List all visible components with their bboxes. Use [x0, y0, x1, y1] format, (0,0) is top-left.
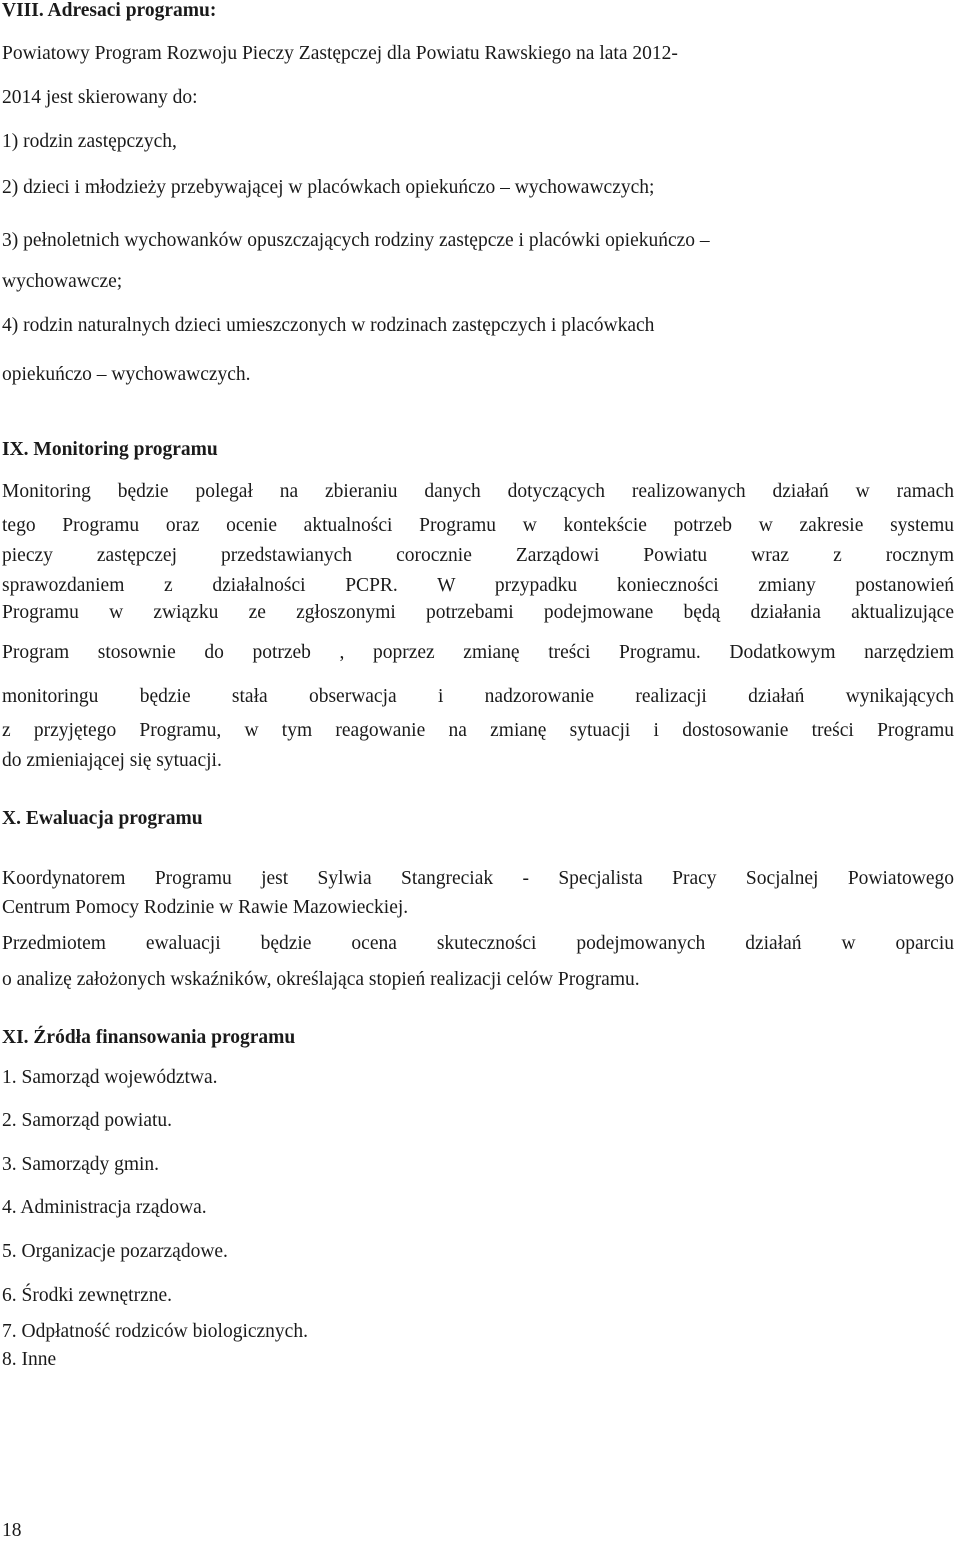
- section-ix-line: Program stosownie do potrzeb , poprzez zmianę treści Programu. Dodatkowym narzędziem: [2, 642, 954, 663]
- section-ix-line: do zmieniającej się sytuacji.: [2, 750, 222, 771]
- section-viii-line: 4) rodzin naturalnych dzieci umieszczonych w rodzinach zastępczych i placówkach: [2, 315, 655, 336]
- section-ix-line: Programu w związku ze zgłoszonymi potrzebami podejmowane będą działania aktualizujące: [2, 602, 954, 623]
- section-ix-line: Monitoring będzie polegał na zbieraniu danych dotyczących realizowanych działań w ramach: [2, 481, 954, 502]
- section-x-line: Koordynatorem Programu jest Sylwia Stangreciak - Specjalista Pracy Socjalnej Powiatowego: [2, 868, 954, 889]
- funding-source-item: 2. Samorząd powiatu.: [2, 1110, 173, 1131]
- funding-source-item: 6. Środki zewnętrzne.: [2, 1285, 173, 1306]
- funding-source-item: 5. Organizacje pozarządowe.: [2, 1241, 228, 1262]
- section-ix-line: tego Programu oraz ocenie aktualności Programu w kontekście potrzeb w zakresie systemu: [2, 515, 954, 536]
- section-ix-line: pieczy zastępczej przedstawianych corocznie Zarządowi Powiatu wraz z rocznym: [2, 545, 954, 566]
- section-viii-heading: VIII. Adresaci programu:: [2, 0, 217, 21]
- funding-source-item: 3. Samorządy gmin.: [2, 1154, 160, 1175]
- section-x-heading: X. Ewaluacja programu: [2, 808, 203, 829]
- section-viii-line: Powiatowy Program Rozwoju Pieczy Zastępczej dla Powiatu Rawskiego na lata 2012-: [2, 43, 678, 64]
- funding-source-item: 1. Samorząd województwa.: [2, 1067, 218, 1088]
- section-viii-line: 2) dzieci i młodzieży przebywającej w placówkach opiekuńczo – wychowawczych;: [2, 177, 655, 198]
- section-x-line: Centrum Pomocy Rodzinie w Rawie Mazowieckiej.: [2, 897, 409, 918]
- section-viii-line: opiekuńczo – wychowawczych.: [2, 364, 251, 385]
- page-number: 18: [2, 1520, 22, 1541]
- section-ix-line: sprawozdaniem z działalności PCPR. W przypadku konieczności zmiany postanowień: [2, 575, 954, 596]
- section-x-line: o analizę założonych wskaźników, określająca stopień realizacji celów Programu.: [2, 969, 640, 990]
- section-viii-line: wychowawcze;: [2, 271, 123, 292]
- section-viii-line: 1) rodzin zastępczych,: [2, 131, 177, 152]
- funding-source-item: 8. Inne: [2, 1349, 57, 1370]
- funding-source-item: 4. Administracja rządowa.: [2, 1197, 207, 1218]
- funding-source-item: 7. Odpłatność rodziców biologicznych.: [2, 1321, 308, 1342]
- section-viii-line: 2014 jest skierowany do:: [2, 87, 198, 108]
- section-xi-heading: XI. Źródła finansowania programu: [2, 1027, 296, 1048]
- section-ix-line: monitoringu będzie stała obserwacja i nadzorowanie realizacji działań wynikających: [2, 686, 954, 707]
- section-viii-line: 3) pełnoletnich wychowanków opuszczających rodziny zastępcze i placówki opiekuńczo –: [2, 230, 710, 251]
- section-ix-heading: IX. Monitoring programu: [2, 439, 218, 460]
- section-ix-line: z przyjętego Programu, w tym reagowanie na zmianę sytuacji i dostosowanie treści Programu: [2, 720, 954, 741]
- section-x-line: Przedmiotem ewaluacji będzie ocena skuteczności podejmowanych działań w oparciu: [2, 933, 954, 954]
